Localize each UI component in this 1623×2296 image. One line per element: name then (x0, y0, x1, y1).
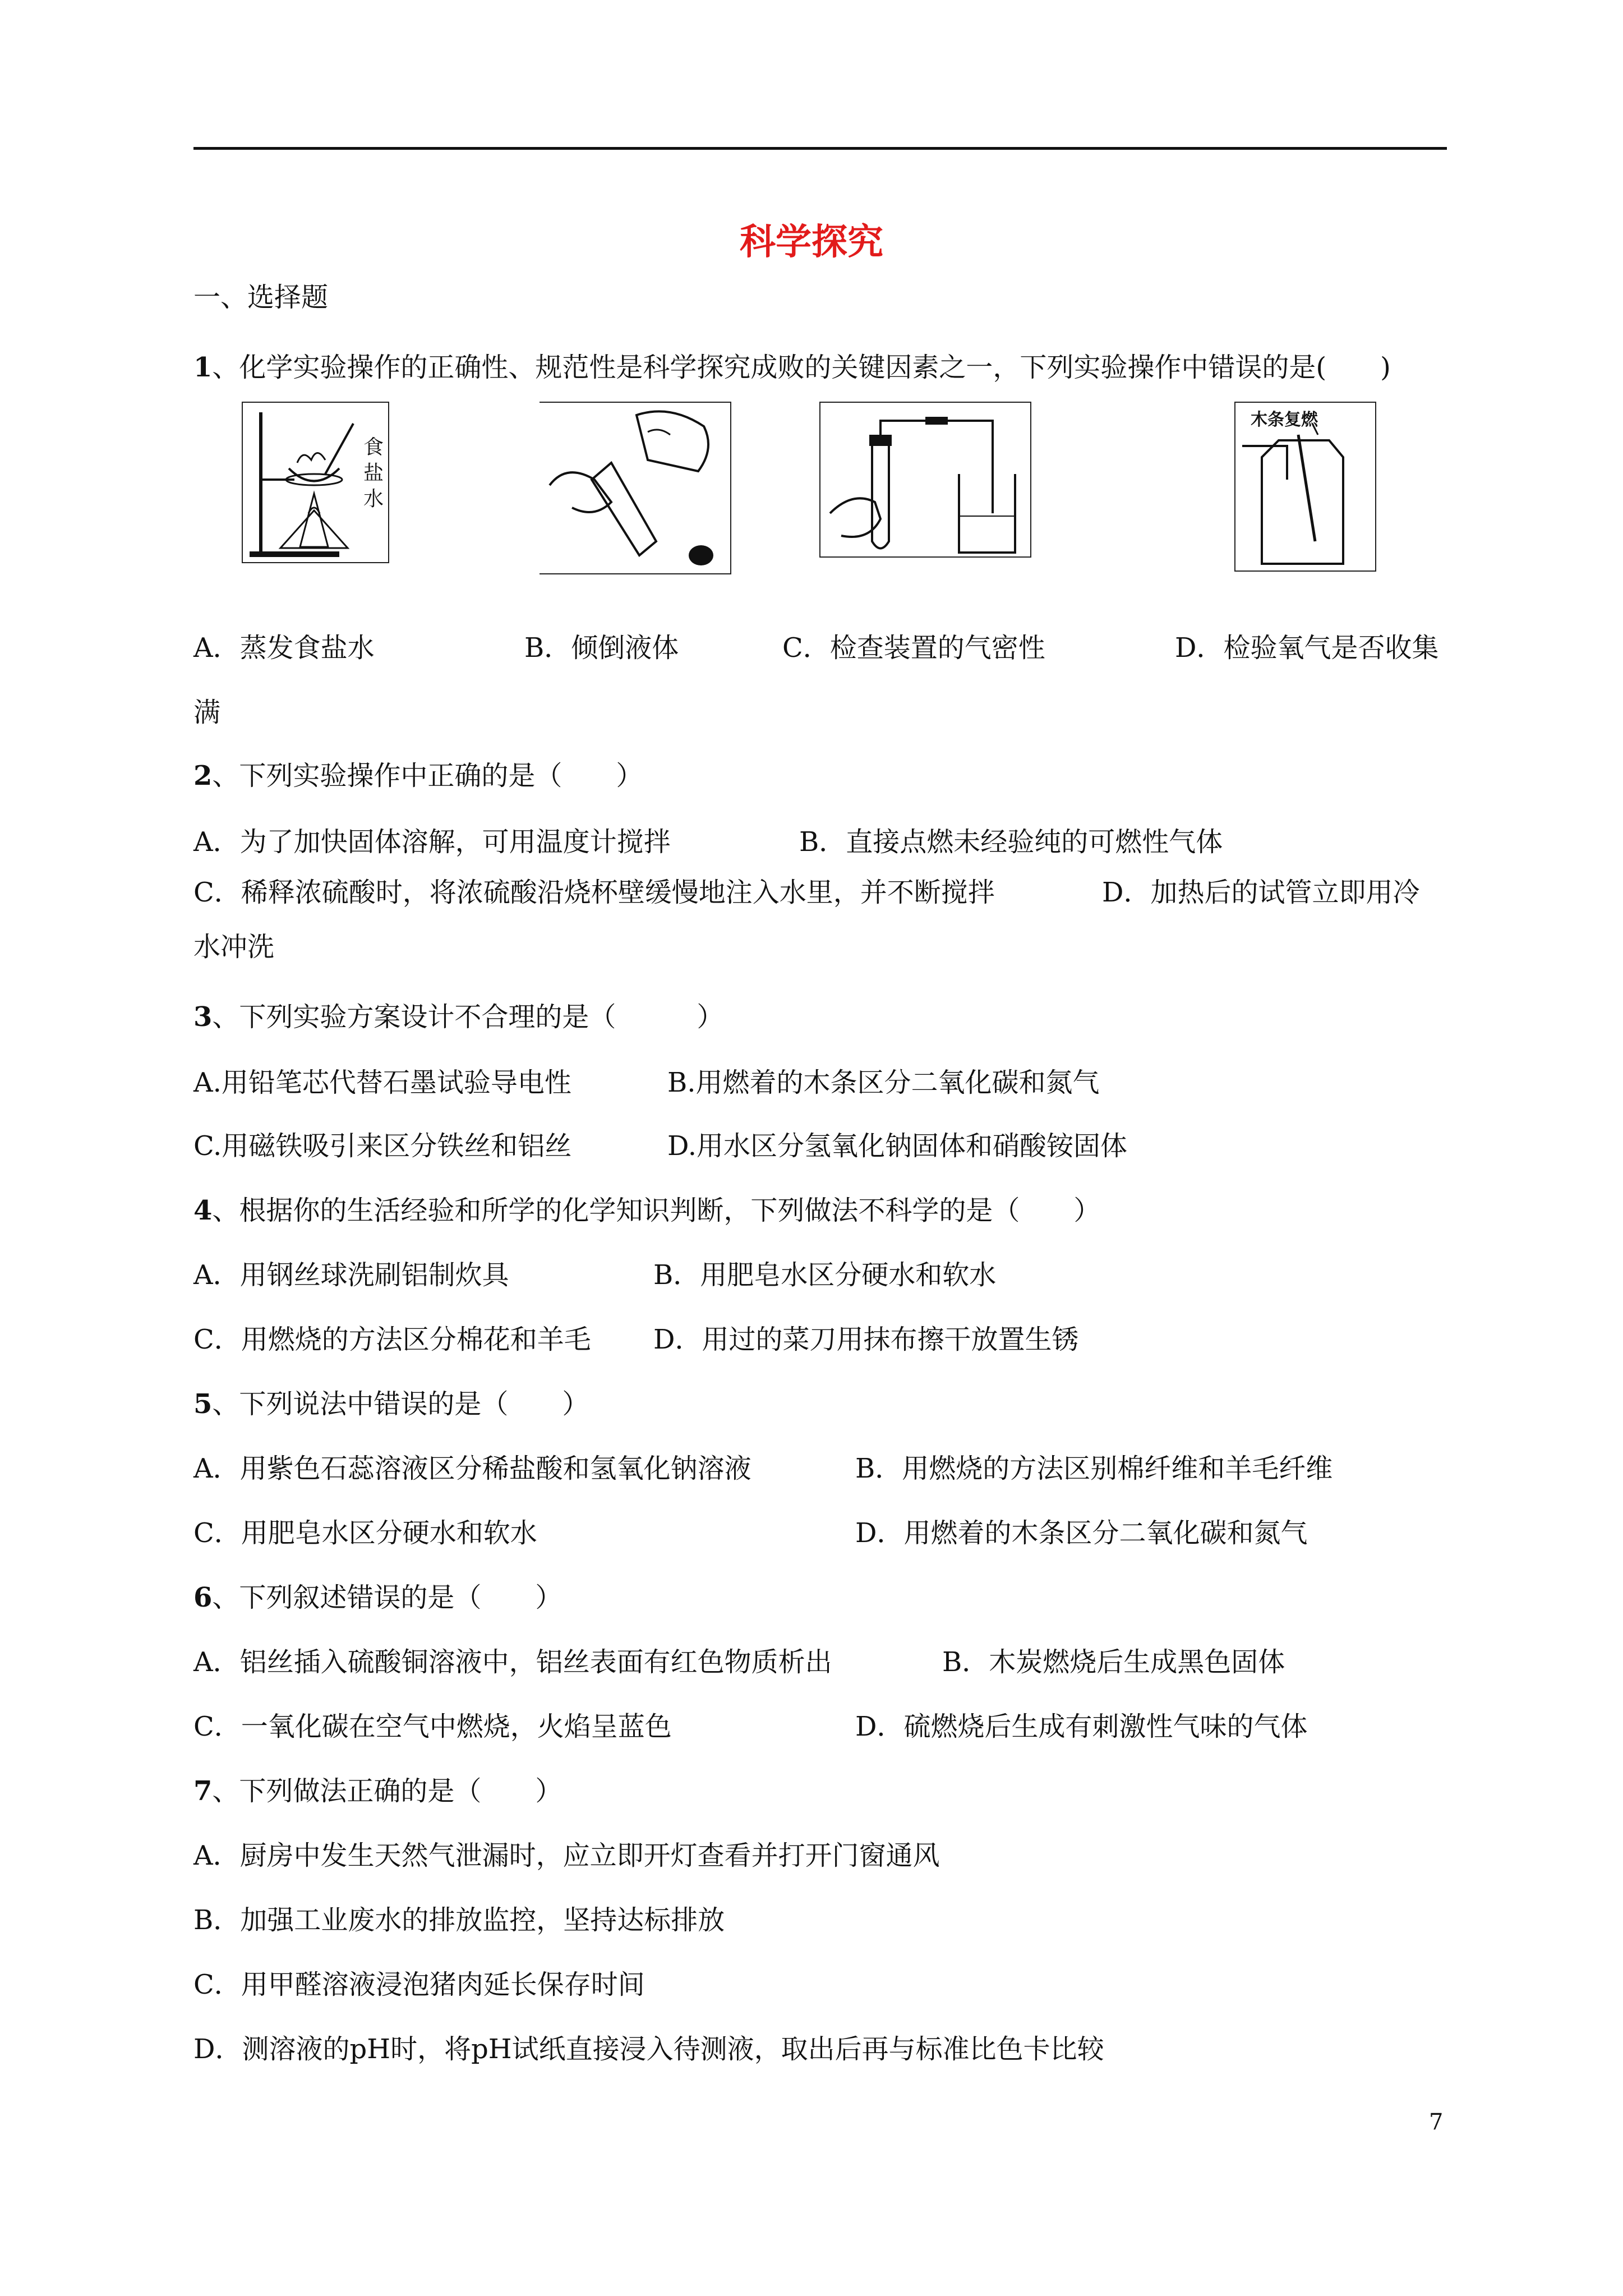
q4-option-d: D．用过的菜刀用抹布擦干放置生锈 (653, 1324, 1079, 1355)
question-text: 、根据你的生活经验和所学的化学知识判断，下列做法不科学的是（ ） (212, 1195, 1101, 1226)
q7-option-b: B．加强工业废水的排放监控，坚持达标排放 (193, 1904, 725, 1936)
q3-option-c: C.用磁铁吸引来区分铁丝和铝丝 (193, 1130, 572, 1162)
question-7 (193, 1775, 562, 1808)
q5-option-a: A．用紫色石蕊溶液区分稀盐酸和氢氧化钠溶液 (193, 1453, 751, 1484)
question-number: 4 (193, 1195, 213, 1226)
question-number: 6 (193, 1582, 213, 1613)
question-1 (193, 352, 1391, 384)
q5-option-b: B．用燃烧的方法区别棉纤维和羊毛纤维 (855, 1453, 1333, 1484)
q7-option-d: D．测溶液的pH时，将pH试纸直接浸入待测液，取出后再与标准比色卡比较 (193, 2033, 1104, 2065)
q1-option-d-wrap: 满 (193, 697, 221, 728)
question-number: 3 (193, 1001, 213, 1033)
question-5 (193, 1388, 589, 1421)
q1-option-c: C．检查装置的气密性 (782, 632, 1045, 664)
q1-option-a: A．蒸发食盐水 (193, 632, 375, 664)
q2-option-d-wrap: 水冲洗 (193, 931, 275, 963)
q2-option-a: A．为了加快固体溶解，可用温度计搅拌 (193, 826, 671, 858)
figure-pouring-liquid (538, 401, 732, 575)
header-rule (193, 147, 1447, 150)
page-title: 科学探究 (740, 221, 883, 263)
q1-option-b: B．倾倒液体 (524, 632, 679, 664)
q6-option-c: C．一氧化碳在空气中燃烧，火焰呈蓝色 (193, 1711, 672, 1742)
question-number: 2 (193, 760, 213, 792)
question-number: 5 (193, 1388, 213, 1420)
figure-label-splint-reignites: 木条复燃 (1251, 410, 1318, 430)
q1-option-d: D．检验氧气是否收集 (1175, 632, 1439, 664)
question-2 (193, 760, 643, 793)
question-4 (193, 1195, 1100, 1227)
question-text: 、下列实验方案设计不合理的是（ ） (212, 1001, 724, 1033)
figure-label-salt-water: 食盐水 (363, 436, 384, 510)
question-text: 、下列做法正确的是（ ） (212, 1775, 562, 1807)
question-3 (193, 1001, 723, 1034)
section-heading: 一、选择题 (193, 282, 329, 313)
q2-option-b: B．直接点燃未经验纯的可燃性气体 (799, 826, 1223, 858)
page-number: 7 (1429, 2109, 1444, 2135)
q2-option-c: C．稀释浓硫酸时，将浓硫酸沿烧杯壁缓慢地注入水里，并不断搅拌 (193, 877, 995, 908)
q3-option-b: B.用燃着的木条区分二氧化碳和氮气 (667, 1067, 1100, 1098)
airtightness-diagram (819, 401, 1032, 558)
q3-option-a: A.用铅笔芯代替石墨试验导电性 (193, 1067, 571, 1098)
question-number: 1 (193, 352, 213, 383)
q4-option-c: C．用燃烧的方法区分棉花和羊毛 (193, 1324, 591, 1355)
question-number: 7 (193, 1775, 213, 1807)
q5-option-c: C．用肥皂水区分硬水和软水 (193, 1517, 537, 1549)
q6-option-a: A．铝丝插入硫酸铜溶液中，铝丝表面有红色物质析出 (193, 1646, 832, 1678)
q4-option-a: A．用钢丝球洗刷铝制炊具 (193, 1259, 509, 1291)
q7-option-c: C．用甲醛溶液浸泡猪肉延长保存时间 (193, 1969, 645, 2000)
question-text: 、化学实验操作的正确性、规范性是科学探究成败的关键因素之一，下列实验操作中错误的是( ) (212, 352, 1391, 383)
q6-option-b: B．木炭燃烧后生成黑色固体 (942, 1646, 1285, 1678)
q7-option-a: A．厨房中发生天然气泄漏时，应立即开灯查看并打开门窗通风 (193, 1840, 940, 1871)
q6-option-d: D．硫燃烧后生成有刺激性气味的气体 (855, 1711, 1308, 1742)
q5-option-d: D．用燃着的木条区分二氧化碳和氮气 (855, 1517, 1308, 1549)
figure-evaporation (241, 401, 390, 564)
figure-oxygen-check (1234, 401, 1377, 572)
q3-option-d: D.用水区分氢氧化钠固体和硝酸铵固体 (667, 1130, 1128, 1162)
question-6 (193, 1582, 562, 1614)
q2-option-d: D．加热后的试管立即用冷 (1102, 877, 1420, 908)
q4-option-b: B．用肥皂水区分硬水和软水 (653, 1259, 997, 1291)
question-text: 、下列说法中错误的是（ ） (212, 1388, 589, 1420)
question-text: 、下列实验操作中正确的是（ ） (212, 760, 643, 792)
figure-airtightness-check (819, 401, 1032, 558)
pouring-diagram (538, 401, 732, 575)
question-text: 、下列叙述错误的是（ ） (212, 1582, 562, 1613)
